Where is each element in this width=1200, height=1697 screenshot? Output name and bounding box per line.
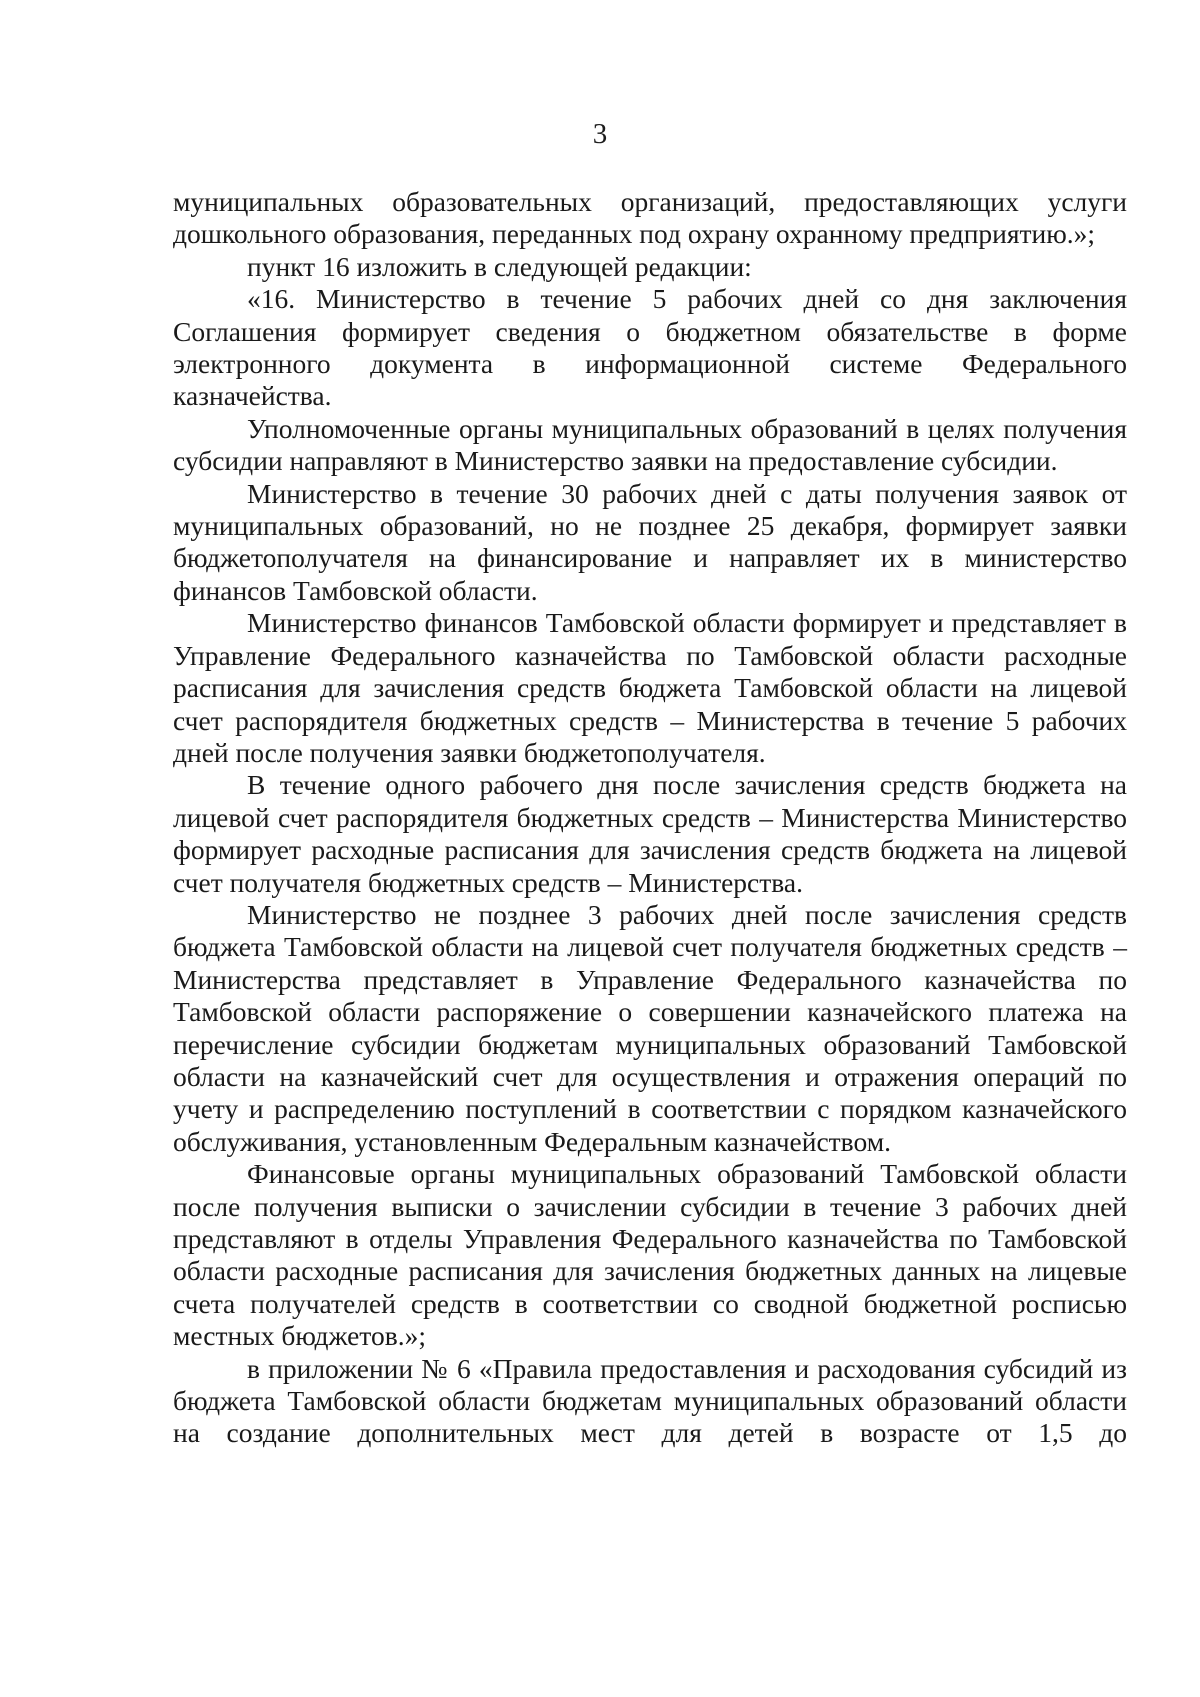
paragraph-ministry-applications: Министерство в течение 30 рабочих дней с даты получения заявок от муниципальных образований, но не позднее 25 декабря, формирует заявки бюджетополучателя на финансирование и направляет их в министерство финансов Тамбовской области. xyxy=(173,477,1127,606)
document-body xyxy=(173,186,1127,1450)
paragraph-item-16: «16. Министерство в течение 5 рабочих дней со дня заключения Соглашения формирует сведения о бюджетном обязательстве в форме электронного документа в информационной системе Федерального казначейства. xyxy=(173,283,1127,412)
paragraph-financial-bodies: Финансовые органы муниципальных образований Тамбовской области после получения выписки о зачислении субсидии в течение 3 рабочих дней представляют в отделы Управления Федерального казначейства по Тамбовской области расходные расписания для зачисления бюджетных данных на лицевые счета получателей средств в соответствии со сводной бюджетной росписью местных бюджетов.»; xyxy=(173,1158,1127,1352)
paragraph-authorized-bodies: Уполномоченные органы муниципальных образований в целях получения субсидии направляют в Министерство заявки на предоставление субсидии. xyxy=(173,412,1127,477)
page-number: 3 xyxy=(592,118,608,150)
paragraph-continuation: муниципальных образовательных организаций, предоставляющих услуги дошкольного образования, переданных под охрану охранному предприятию.»; xyxy=(173,186,1127,250)
paragraph-appendix-6: в приложении № 6 «Правила предоставления и расходования субсидий из бюджета Тамбовской области бюджетам муниципальных образований области на создание дополнительных мест для детей в возрасте от 1,5 до xyxy=(173,1352,1127,1449)
paragraph-one-working-day: В течение одного рабочего дня после зачисления средств бюджета на лицевой счет распорядителя бюджетных средств – Министерства Министерство формирует расходные расписания для зачисления средств бюджета на лицевой счет получателя бюджетных средств – Министерства. xyxy=(173,769,1127,898)
paragraph-treasury-payment: Министерство не позднее 3 рабочих дней после зачисления средств бюджета Тамбовской области на лицевой счет получателя бюджетных средств – Министерства представляет в Управление Федерального казначейства по Тамбовской области распоряжение о совершении казначейского платежа на перечисление субсидии бюджетам муниципальных образований Тамбовской области на казначейский счет для осуществления и отражения операций по учету и распределению поступлений в соответствии с порядком казначейского обслуживания, установленным Федеральным казначейством. xyxy=(173,898,1127,1157)
paragraph-ministry-of-finance: Министерство финансов Тамбовской области формирует и представляет в Управление Федерального казначейства по Тамбовской области расходные расписания для зачисления средств бюджета Тамбовской области на лицевой счет распорядителя бюджетных средств – Министерства в течение 5 рабочих дней после получения заявки бюджетополучателя. xyxy=(173,607,1127,768)
paragraph-item-16-instruction: пункт 16 изложить в следующей редакции: xyxy=(247,250,752,282)
